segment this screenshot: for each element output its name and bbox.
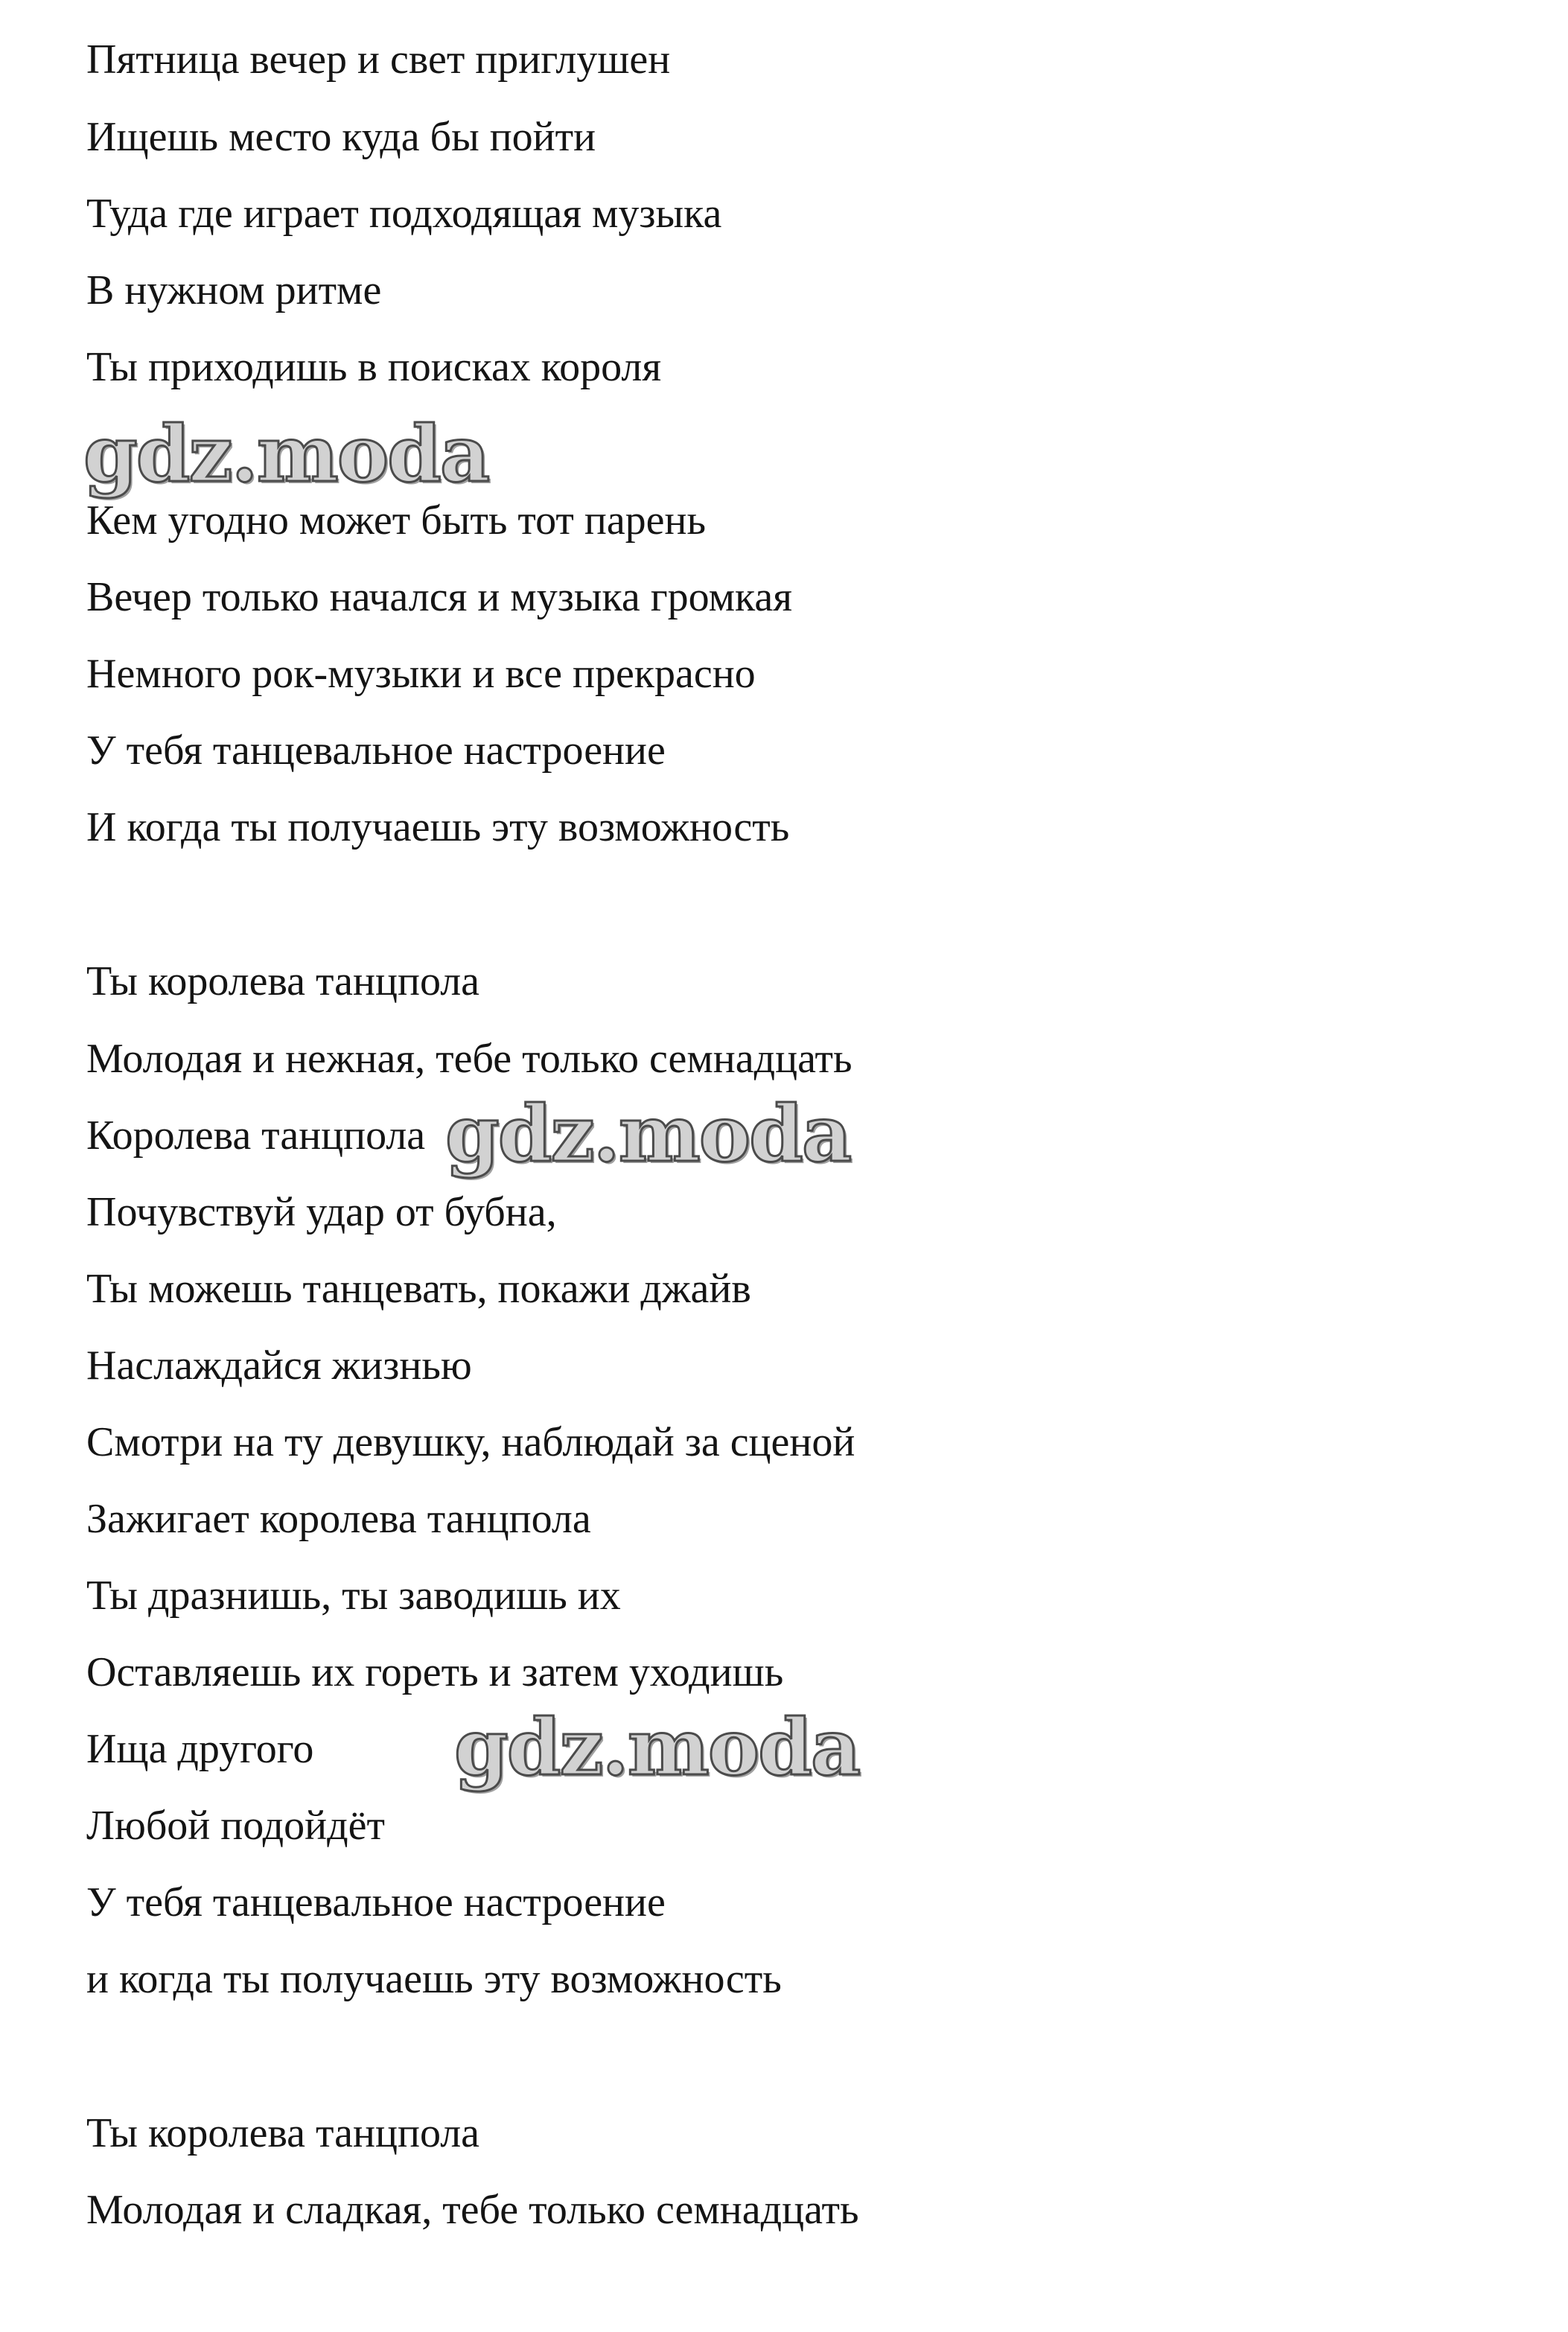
- lyric-line: Смотри на ту девушку, наблюдай за сценой: [86, 1419, 855, 1465]
- lyric-line: Оставляешь их гореть и затем уходишь: [86, 1649, 784, 1695]
- watermark-logo: gdz.moda: [454, 1701, 860, 1793]
- lyric-line: Наслаждайся жизнью: [86, 1342, 472, 1389]
- lyric-line: Кем угодно может быть тот парень: [86, 497, 707, 544]
- lyric-line: У тебя танцевальное настроение: [86, 1879, 666, 1925]
- lyric-line: Туда где играет подходящая музыка: [86, 191, 722, 237]
- lyric-line: Немного рок-музыки и все прекрасно: [86, 651, 756, 697]
- lyric-line: Молодая и нежная, тебе только семнадцать: [86, 1036, 852, 1082]
- lyric-line: Почувствуй удар от бубна,: [86, 1189, 557, 1235]
- lyric-line: Ища другого: [86, 1726, 314, 1772]
- lyric-line: Ищешь место куда бы пойти: [86, 114, 596, 160]
- lyric-line: Ты приходишь в поисках короля: [86, 344, 662, 390]
- lyric-line: И когда ты получаешь эту возможность: [86, 804, 790, 850]
- lyric-line: Ты можешь танцевать, покажи джайв: [86, 1266, 751, 1312]
- lyric-line: Молодая и сладкая, тебе только семнадцать: [86, 2187, 859, 2233]
- lyric-line: Ты королева танцпола: [86, 2110, 480, 2156]
- lyric-line: Пятница вечер и свет приглушен: [86, 36, 671, 83]
- watermark-logo: gdz.moda: [83, 408, 489, 500]
- lyric-line: Ты королева танцпола: [86, 958, 480, 1004]
- lyric-line: и когда ты получаешь эту возможность: [86, 1956, 782, 2002]
- lyric-line: Ты дразнишь, ты заводишь их: [86, 1573, 621, 1619]
- lyric-line: Любой подойдёт: [86, 1803, 385, 1849]
- lyric-line: В нужном ритме: [86, 267, 382, 313]
- lyric-line: Вечер только начался и музыка громкая: [86, 574, 793, 620]
- watermark-logo: gdz.moda: [445, 1088, 851, 1179]
- lyric-line: У тебя танцевальное настроение: [86, 727, 666, 774]
- lyric-line: Зажигает королева танцпола: [86, 1496, 591, 1542]
- lyric-line: Королева танцпола: [86, 1112, 426, 1159]
